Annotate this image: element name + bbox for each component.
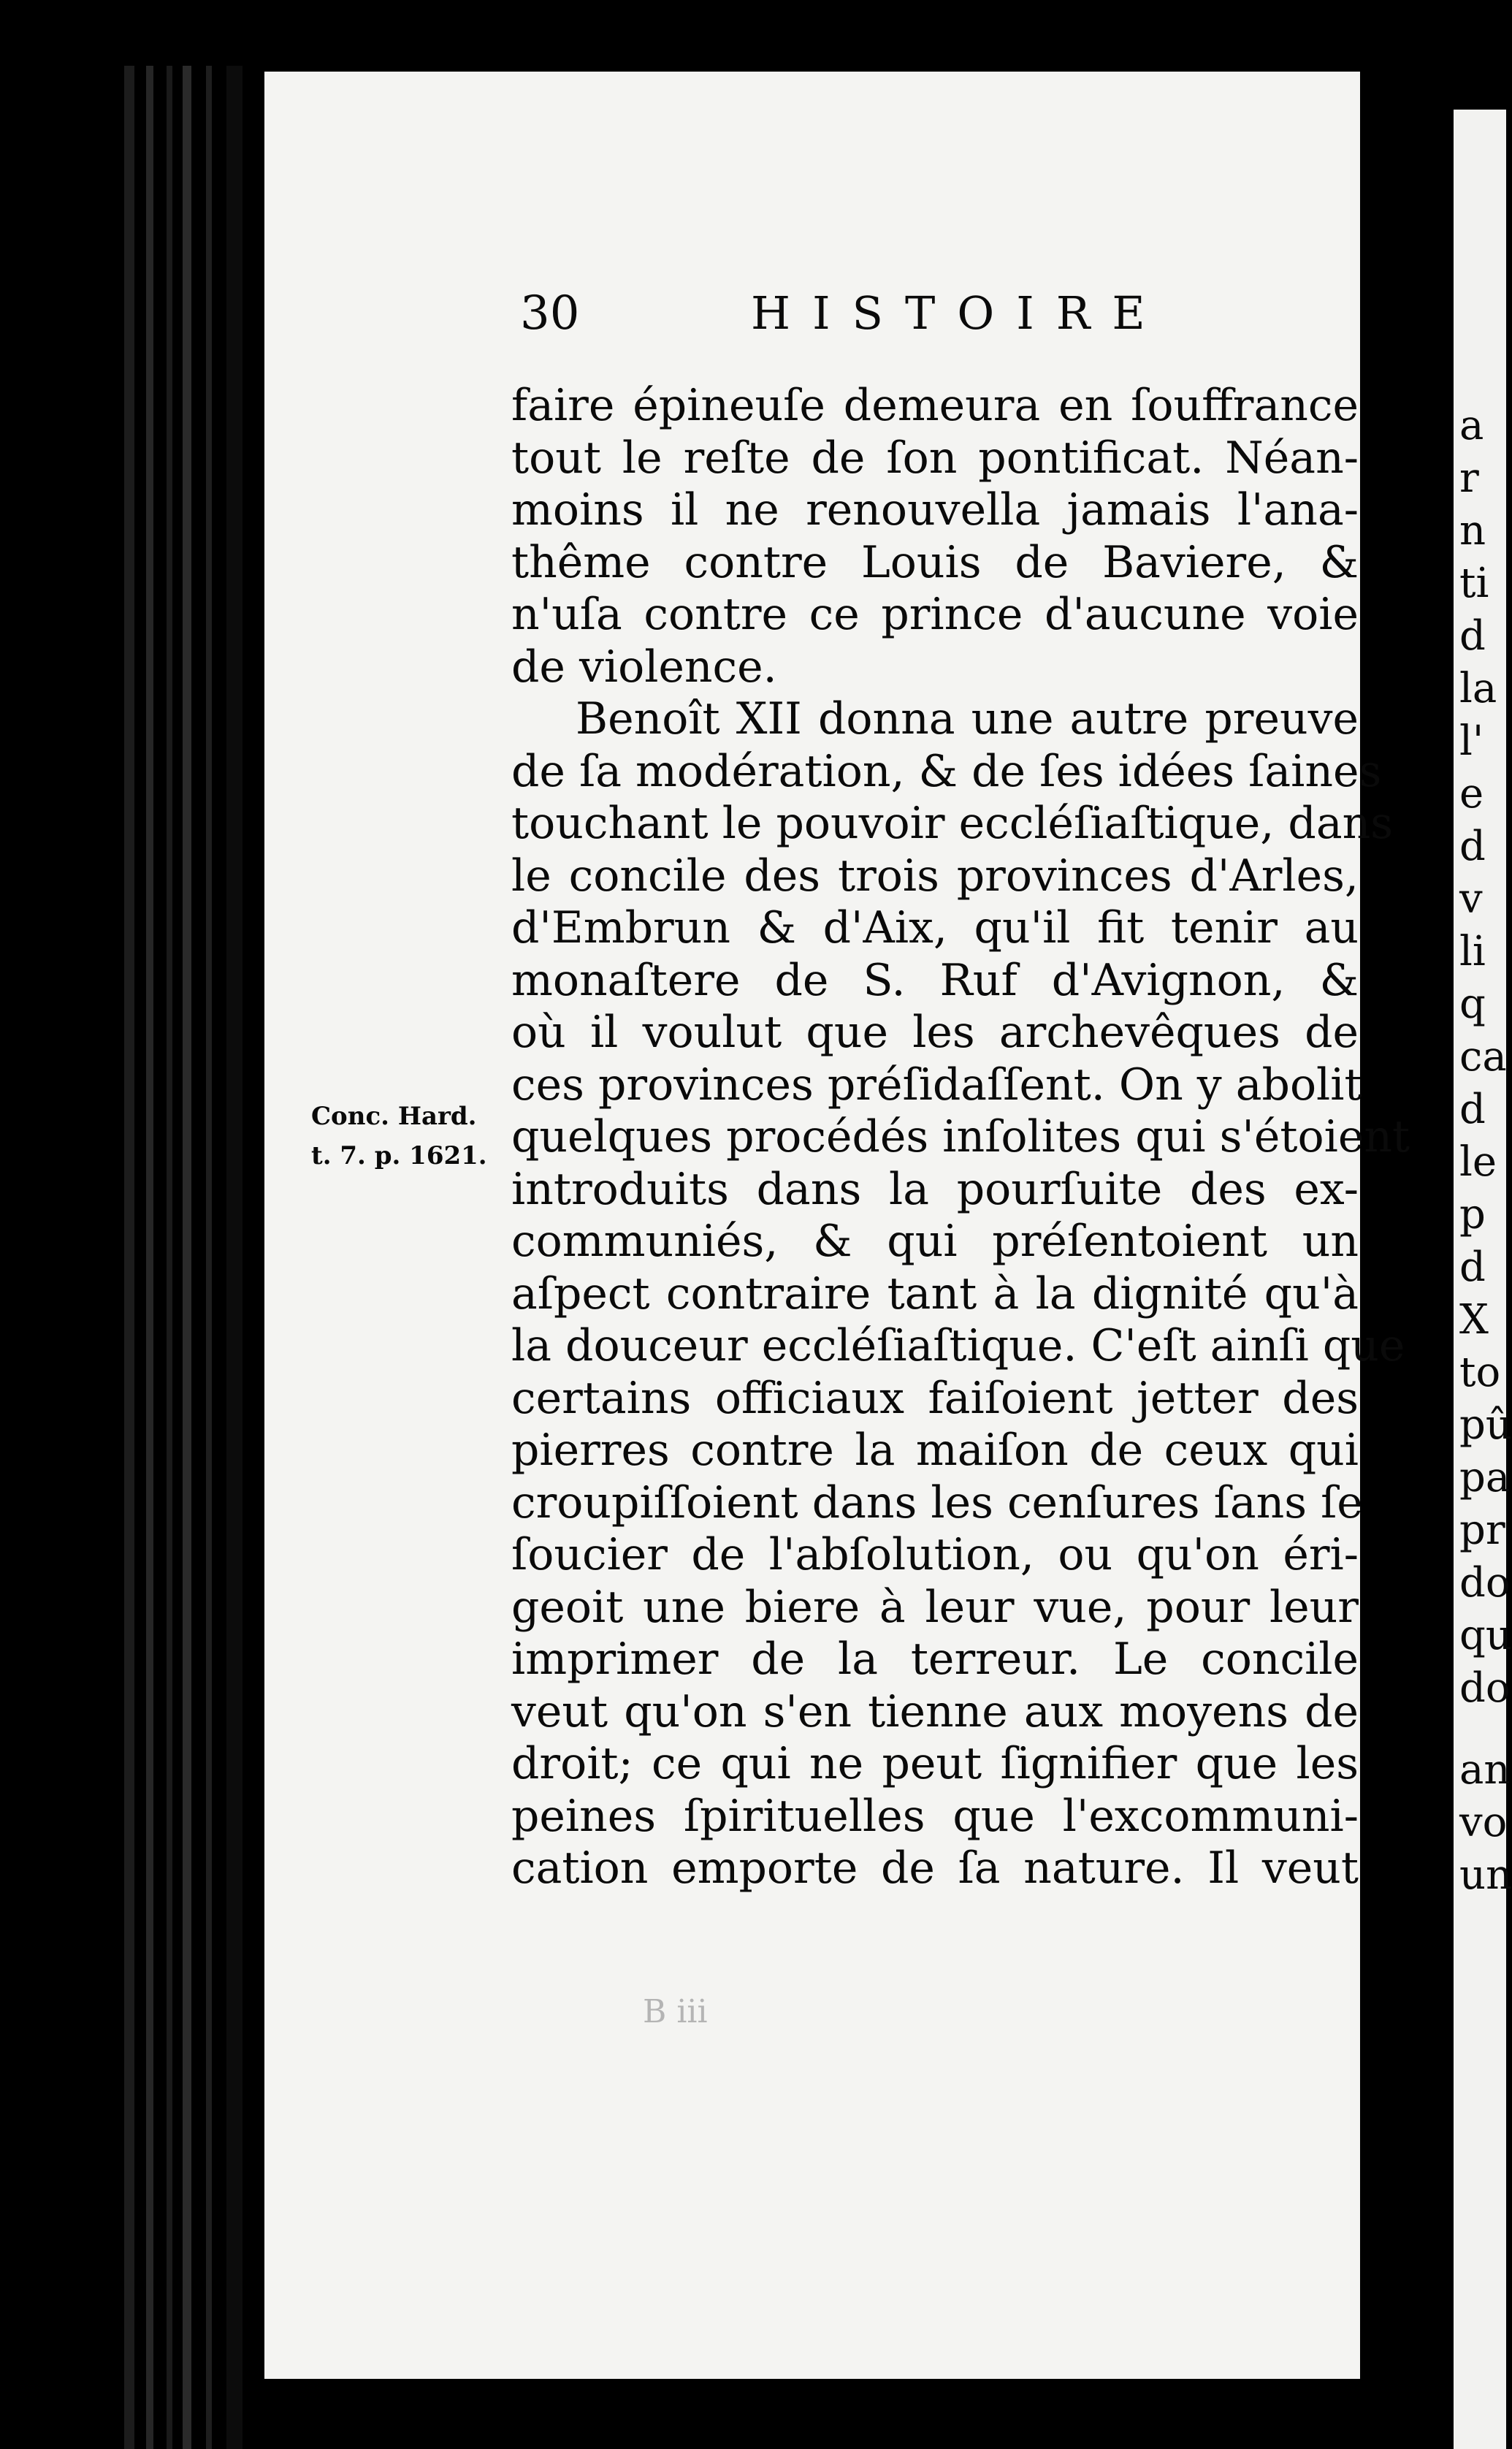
book-edge: [183, 66, 191, 2449]
text-line: geoit une biere à leur vue, pour leur: [511, 1581, 1359, 1633]
facing-text-fragment: pa: [1459, 1454, 1511, 1501]
facing-text-fragment: l': [1459, 717, 1484, 765]
text-line: le concile des trois provinces d'Arles,: [511, 850, 1359, 902]
text-line: monaſtere de S. Ruf d'Avignon, &: [511, 954, 1359, 1006]
text-line: thême contre Louis de Baviere, &: [511, 536, 1359, 588]
text-line: tout le reſte de ſon pontificat. Néan-: [511, 432, 1359, 484]
facing-text-fragment: un: [1459, 1851, 1512, 1899]
facing-text-fragment: r: [1459, 454, 1479, 502]
text-line: introduits dans la pourſuite des ex-: [511, 1163, 1359, 1215]
facing-text-fragment: X: [1459, 1296, 1489, 1344]
facing-text-fragment: d: [1459, 612, 1486, 660]
facing-text-fragment: la: [1459, 665, 1497, 712]
text-line: touchant le pouvoir eccléſiaſtique, dans: [511, 798, 1394, 849]
facing-text-fragment: le: [1459, 1138, 1497, 1186]
facing-text-fragment: to: [1459, 1349, 1501, 1396]
facing-text-fragment: ca: [1459, 1033, 1507, 1081]
facing-text-fragment: qu: [1459, 1612, 1512, 1659]
facing-text-fragment: e: [1459, 770, 1484, 818]
facing-text-fragment: d: [1459, 1086, 1486, 1133]
text-line: de ſa modération, & de ſes idées ſaines: [511, 745, 1382, 797]
text-line: droit; ce qui ne peut ſignifier que les: [511, 1738, 1359, 1789]
facing-page: [1454, 110, 1512, 2449]
text-line: croupiſſoient dans les cenſures ſans ſe: [511, 1477, 1363, 1528]
facing-text-fragment: an: [1459, 1746, 1511, 1794]
text-line: communiés, & qui préſentoient un: [511, 1216, 1359, 1267]
facing-text-fragment: p: [1459, 1191, 1486, 1238]
text-line: certains officiaux faiſoient jetter des: [511, 1372, 1359, 1424]
facing-text-fragment: q: [1459, 980, 1486, 1028]
margin-note-line-1: Conc. Hard.: [311, 1102, 477, 1131]
facing-text-fragment: li: [1459, 928, 1486, 975]
text-line: la douceur eccléſiaſtique. C'eſt ainſi que: [511, 1320, 1405, 1371]
page-number: 30: [520, 286, 580, 340]
facing-text-fragment: d: [1459, 823, 1486, 870]
text-line: ces provinces préſidaſſent. On y abolit: [511, 1059, 1362, 1111]
facing-text-fragment: do: [1459, 1664, 1511, 1712]
signature-mark: B iii: [643, 1993, 708, 2030]
facing-text-fragment: n: [1459, 507, 1486, 555]
margin-note-line-2: t. 7. p. 1621.: [311, 1141, 487, 1170]
facing-text-fragment: ti: [1459, 560, 1489, 607]
text-line: moins il ne renouvella jamais l'ana-: [511, 484, 1359, 536]
facing-text-fragment: vo: [1459, 1799, 1508, 1846]
facing-text-fragment: do: [1459, 1559, 1511, 1607]
facing-text-fragment: pr: [1459, 1507, 1505, 1554]
text-line: imprimer de la terreur. Le concile: [511, 1634, 1359, 1685]
book-edge: [146, 66, 153, 2449]
book-edge: [124, 66, 134, 2449]
facing-text-fragment: pû: [1459, 1401, 1512, 1449]
text-line: faire épineuſe demeura en ſouffrance: [511, 380, 1359, 431]
text-line: aſpect contraire tant à la dignité qu'à: [511, 1268, 1359, 1319]
text-line: peines ſpirituelles que l'excommuni-: [511, 1790, 1359, 1842]
text-line: Benoît XII donna une autre preuve: [576, 693, 1359, 744]
running-head: [520, 286, 1192, 352]
facing-text-fragment: a: [1459, 402, 1484, 449]
text-line: quelques procédés inſolites qui s'étoient: [511, 1111, 1410, 1162]
text-line: cation emporte de ſa nature. Il veut: [511, 1843, 1359, 1894]
book-gutter: [226, 66, 243, 2449]
text-line: ſoucier de l'abſolution, ou qu'on éri-: [511, 1529, 1359, 1580]
running-title: HISTOIRE: [751, 286, 1167, 340]
facing-text-fragment: d: [1459, 1243, 1486, 1291]
text-line: veut qu'on s'en tienne aux moyens de: [511, 1686, 1359, 1737]
book-edge: [206, 66, 212, 2449]
text-line: où il voulut que les archevêques de: [511, 1007, 1359, 1058]
book-edge: [167, 66, 172, 2449]
text-line: de violence.: [511, 641, 777, 693]
text-line: pierres contre la maiſon de ceux qui: [511, 1425, 1359, 1476]
text-line: n'uſa contre ce prince d'aucune voie: [511, 589, 1359, 640]
text-line: d'Embrun & d'Aix, qu'il fit tenir au: [511, 902, 1359, 953]
facing-text-fragment: v: [1459, 875, 1483, 923]
